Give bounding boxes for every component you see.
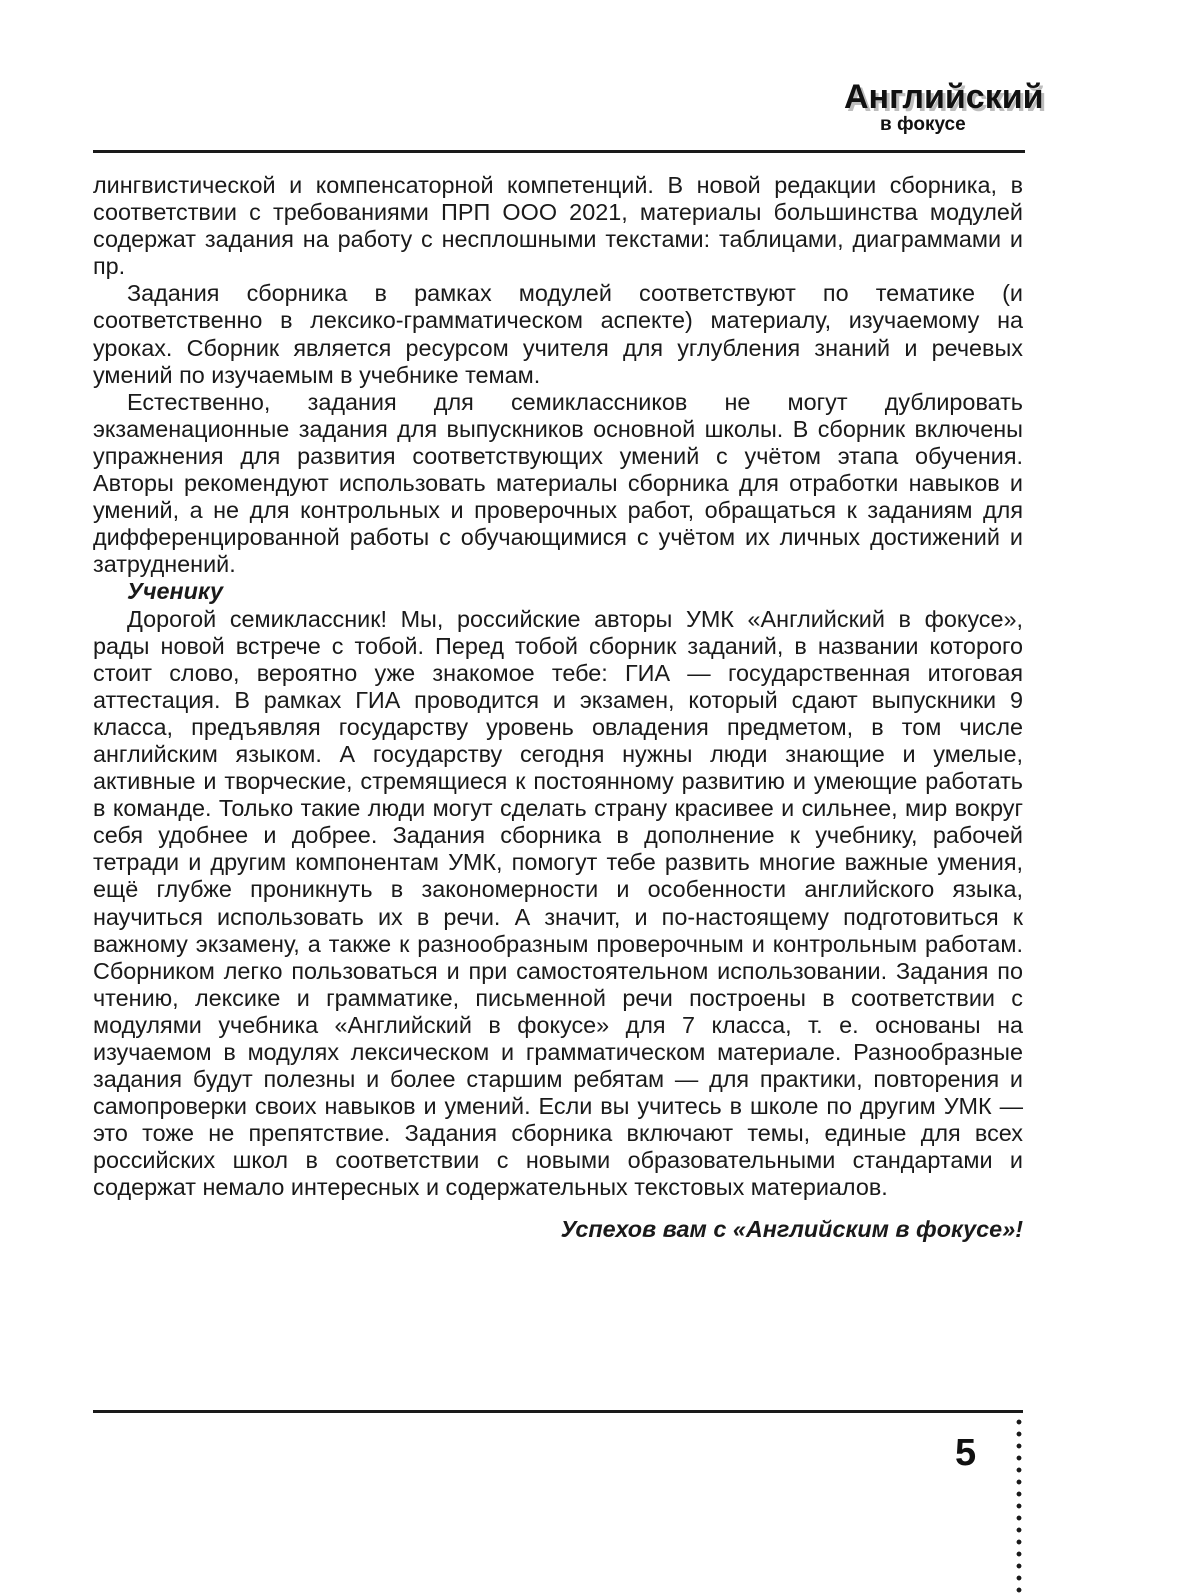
closing-line: Успехов вам с «Английским в фокусе»! bbox=[560, 1215, 1023, 1242]
logo-subtitle: в фокусе bbox=[880, 114, 966, 135]
section-heading: Ученику bbox=[127, 578, 224, 605]
paragraph: Естественно, задания для семиклассников не могут дублировать экзаменационные задания для выпускников основной школы. В сборник включены упражнения для развития соответствующих умений с учётом этапа обучения. Авторы рекомендуют использовать материалы сборника для отработки навыков и умений, а не для контрольных и проверочных работ, обращаться к заданиям для дифференцированной работы с обучающимися с учётом их личных достижений и затруднений. bbox=[93, 388, 1023, 578]
dotted-margin-line bbox=[1016, 1416, 1022, 1594]
footer-rule bbox=[93, 1410, 1023, 1413]
header-rule bbox=[93, 150, 1025, 153]
paragraph: Дорогой семиклассник! Мы, российские авторы УМК «Английский в фокусе», рады новой встрече с тобой. Перед тобой сборник заданий, в названии которого стоит слово, вероятно уже знакомое тебе: ГИА — государственная итоговая аттестация. В рамках ГИА проводится и экзамен, который сдают выпускники 9 класса, предъявляя государству уровень овладения предметом, в том числе английским языком. А государству сегодня нужны люди знающие и умелые, активные и творческие, стремящиеся к постоянному развитию и умеющие работать в команде. Только такие люди могут сделать страну красивее и сильнее, мир вокруг себя удобнее и добрее. Задания сборника в дополнение к учебнику, рабочей тетради и другим компонентам УМК, помогут тебе развить многие важные умения, ещё глубже проникнуть в закономерности и особенности английского языка, научиться использовать их в речи. А значит, и по-настоящему подготовиться к важному экзамену, а также к разнообразным проверочным и контрольным работам. Сборником легко пользоваться и при самостоятельном использовании. Задания по чтению, лексике и грамматике, письменной речи построены в соответствии с модулями учебника «Английский в фокусе» для 7 класса, т. е. основаны на изучаемом в модулях лексическом и грамматическом материале. Разнообразные задания будут полезны и более старшим ребятам — для практики, повторения и самопроверки своих навыков и умений. Если вы учитесь в школе по другим УМК — это тоже не препятствие. Задания сборника включают темы, единые для всех российских школ в соответствии с новыми образовательными стандартами и содержат немало интересных и содержательных текстовых материалов. bbox=[93, 605, 1023, 1201]
paragraph-continuation: лингвистической и компенсаторной компетенций. В новой редакции сборника, в соответствии с требованиями ПРП ООО 2021, материалы большинства модулей содержат задания на работу с несплошными текстами: таблицами, диаграммами и пр. bbox=[93, 172, 1023, 280]
page-number: 5 bbox=[955, 1432, 977, 1474]
logo-title: Английский bbox=[844, 78, 1044, 116]
series-logo bbox=[844, 78, 1044, 140]
page-body bbox=[93, 172, 1023, 1243]
paragraph: Задания сборника в рамках модулей соответствуют по тематике (и соответственно в лексико-грамматическом аспекте) материалу, изучаемому на уроках. Сборник является ресурсом учителя для углубления знаний и речевых умений по изучаемым в учебнике темам. bbox=[93, 280, 1023, 388]
